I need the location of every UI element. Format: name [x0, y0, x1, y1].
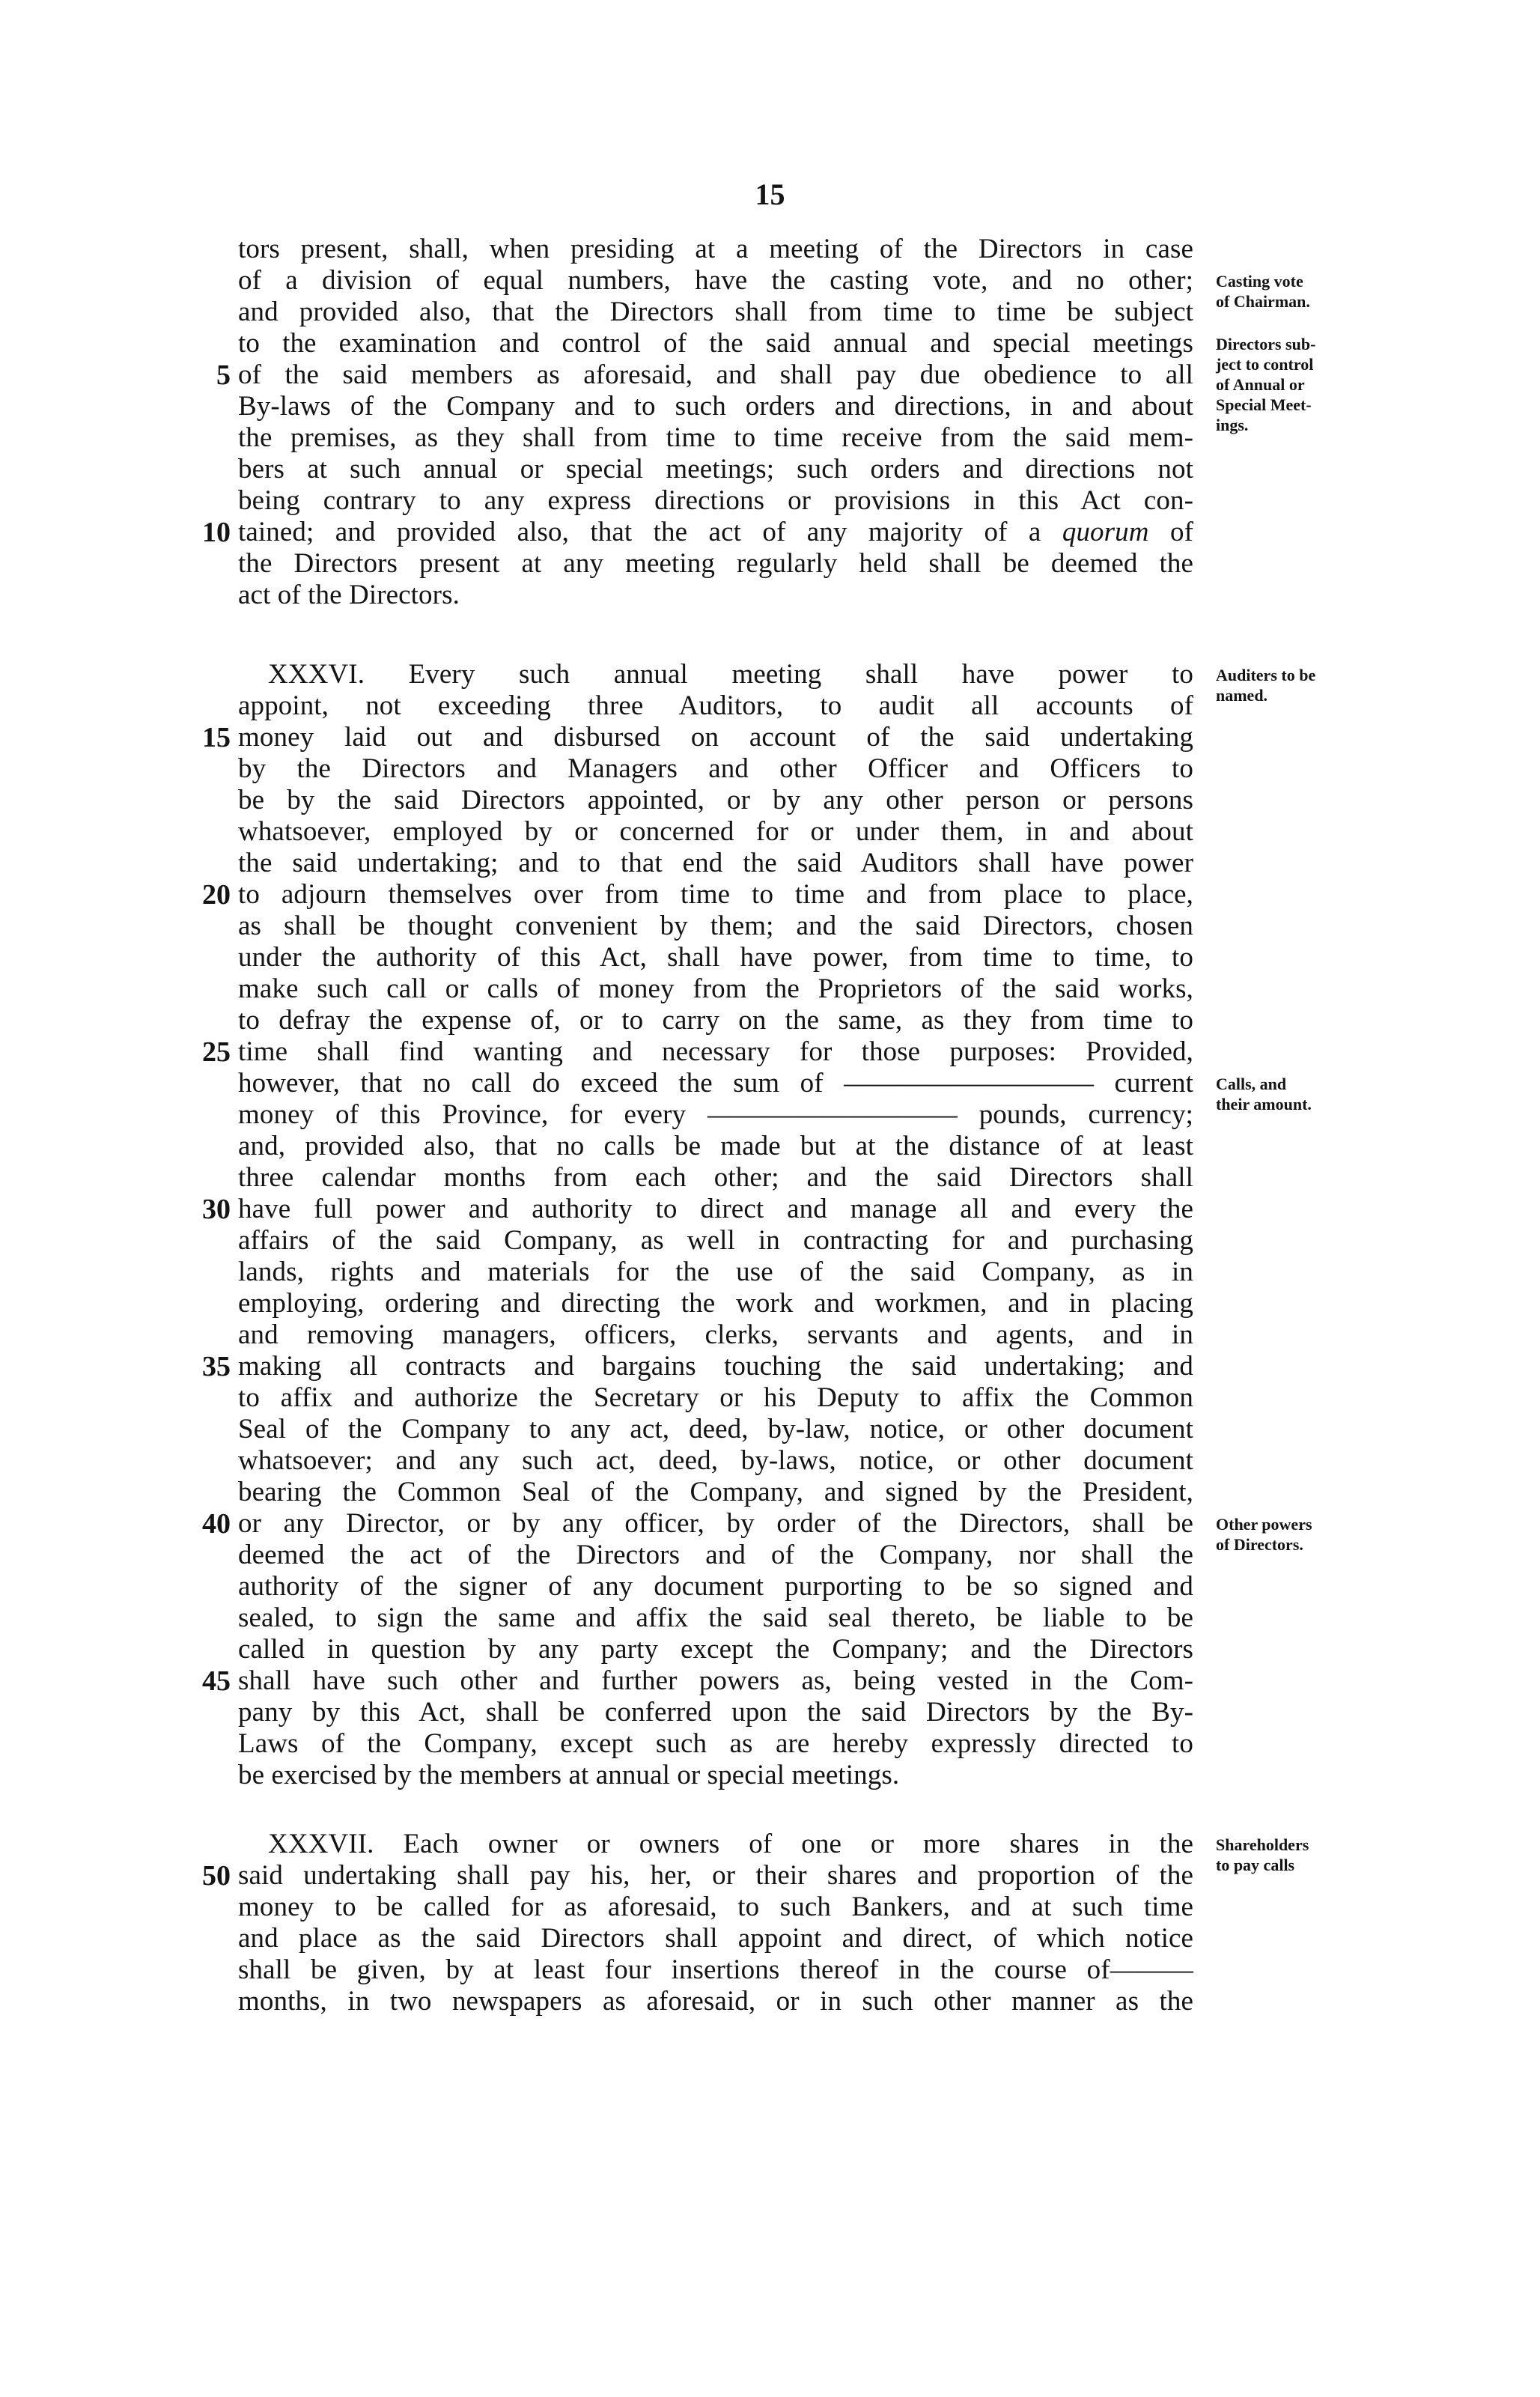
text-line: months, in two newspapers as aforesaid, or in such other manner as the [238, 1986, 1193, 2017]
text-line: money laid out and disbursed on account of the said undertaking [238, 722, 1193, 753]
text-line: be by the said Directors appointed, or by any other person or persons [238, 785, 1193, 815]
text-line: authority of the signer of any document purporting to be so signed and [238, 1571, 1193, 1602]
side-note: Casting vote of Chairman. [1216, 272, 1310, 311]
text-line: sealed, to sign the same and affix the said seal thereto, be liable to be [238, 1602, 1193, 1633]
text-line: pany by this Act, shall be conferred upon the said Directors by the By- [238, 1697, 1193, 1728]
text-line: and place as the said Directors shall appoint and direct, of which notice [238, 1923, 1193, 1954]
text-line: under the authority of this Act, shall have power, from time to time, to [238, 942, 1193, 973]
text-line: time shall find wanting and necessary for those purposes: Provided, [238, 1036, 1193, 1067]
text-line: and, provided also, that no calls be made but at the distance of at least [238, 1131, 1193, 1161]
text-line: employing, ordering and directing the work and workmen, and in placing [238, 1288, 1193, 1319]
text-line: deemed the act of the Directors and of the Company, nor shall the [238, 1540, 1193, 1570]
line-number: 35 [202, 1351, 231, 1382]
text-line: being contrary to any express directions or provisions in this Act con- [238, 485, 1193, 516]
text-line: whatsoever; and any such act, deed, by-laws, notice, or other document [238, 1445, 1193, 1476]
side-note: Auditers to be named. [1216, 666, 1316, 705]
line-number: 45 [202, 1665, 231, 1697]
text-line: money of this Province, for every ————————— pounds, currency; [238, 1099, 1193, 1130]
text-line: the said undertaking; and to that end the said Auditors shall have power [238, 848, 1193, 878]
text-line: said undertaking shall pay his, her, or their shares and proportion of the [238, 1860, 1193, 1891]
text-line: tained; and provided also, that the act of any majority of a quorum of [238, 517, 1193, 547]
text-line: by the Directors and Managers and other Officer and Officers to [238, 753, 1193, 784]
text-line: XXXVI. Every such annual meeting shall have power to [268, 659, 1193, 690]
line-number: 40 [202, 1508, 231, 1540]
text-line: making all contracts and bargains touching the said undertaking; and [238, 1351, 1193, 1382]
text-line: of a division of equal numbers, have the casting vote, and no other; [238, 265, 1193, 296]
text-line: money to be called for as aforesaid, to such Bankers, and at such time [238, 1892, 1193, 1922]
side-note: Directors sub- ject to control of Annual or Special Meet- ings. [1216, 335, 1316, 434]
text-line: shall be given, by at least four insertions thereof in the course of——— [238, 1954, 1193, 1985]
side-note: Other powers of Directors. [1216, 1515, 1312, 1554]
text-line: to the examination and control of the said annual and special meetings [238, 328, 1193, 359]
text-line: By-laws of the Company and to such orders and directions, in and about [238, 391, 1193, 422]
text-line: lands, rights and materials for the use of the said Company, as in [238, 1257, 1193, 1287]
line-number: 5 [216, 359, 231, 391]
line-number: 10 [202, 517, 231, 548]
text-line: bers at such annual or special meetings; such orders and directions not [238, 454, 1193, 484]
text-line: be exercised by the members at annual or special meetings. [238, 1760, 900, 1790]
text-line: as shall be thought convenient by them; and the said Directors, chosen [238, 911, 1193, 941]
text-line: or any Director, or by any officer, by order of the Directors, shall be [238, 1508, 1193, 1539]
text-line: Laws of the Company, except such as are hereby expressly directed to [238, 1728, 1193, 1759]
text-line: to adjourn themselves over from time to time and from place to place, [238, 879, 1193, 910]
text-line: of the said members as aforesaid, and shall pay due obedience to all [238, 359, 1193, 390]
text-line: act of the Directors. [238, 580, 460, 610]
line-number: 15 [202, 722, 231, 753]
text-line: make such call or calls of money from the Proprietors of the said works, [238, 973, 1193, 1004]
text-line: three calendar months from each other; and the said Directors shall [238, 1162, 1193, 1193]
text-line: shall have such other and further powers as, being vested in the Com- [238, 1665, 1193, 1696]
text-line: XXXVII. Each owner or owners of one or more shares in the [268, 1829, 1193, 1859]
line-number: 30 [202, 1194, 231, 1225]
text-line: have full power and authority to direct and manage all and every the [238, 1194, 1193, 1224]
side-note: Shareholders to pay calls [1216, 1835, 1309, 1874]
page-number: 15 [755, 177, 785, 211]
line-number: 25 [202, 1036, 231, 1068]
line-number: 50 [202, 1860, 231, 1892]
text-line: appoint, not exceeding three Auditors, to audit all accounts of [238, 690, 1193, 721]
text-line: bearing the Common Seal of the Company, and signed by the President, [238, 1477, 1193, 1507]
side-note: Calls, and their amount. [1216, 1075, 1312, 1114]
text-line: to defray the expense of, or to carry on the same, as they from time to [238, 1005, 1193, 1036]
text-line: affairs of the said Company, as well in contracting for and purchasing [238, 1225, 1193, 1256]
text-line: the premises, as they shall from time to time receive from the said mem- [238, 422, 1193, 453]
text-line: Seal of the Company to any act, deed, by-law, notice, or other document [238, 1414, 1193, 1444]
text-line: called in question by any party except the Company; and the Directors [238, 1634, 1193, 1665]
text-line: however, that no call do exceed the sum of ————————— current [238, 1068, 1193, 1099]
text-line: and provided also, that the Directors shall from time to time be subject [238, 297, 1193, 327]
line-number: 20 [202, 879, 231, 911]
text-line: tors present, shall, when presiding at a meeting of the Directors in case [238, 234, 1193, 264]
text-line: and removing managers, officers, clerks, servants and agents, and in [238, 1319, 1193, 1350]
text-line: whatsoever, employed by or concerned for or under them, in and about [238, 816, 1193, 847]
text-line: the Directors present at any meeting regularly held shall be deemed the [238, 548, 1193, 579]
text-line: to affix and authorize the Secretary or his Deputy to affix the Common [238, 1382, 1193, 1413]
